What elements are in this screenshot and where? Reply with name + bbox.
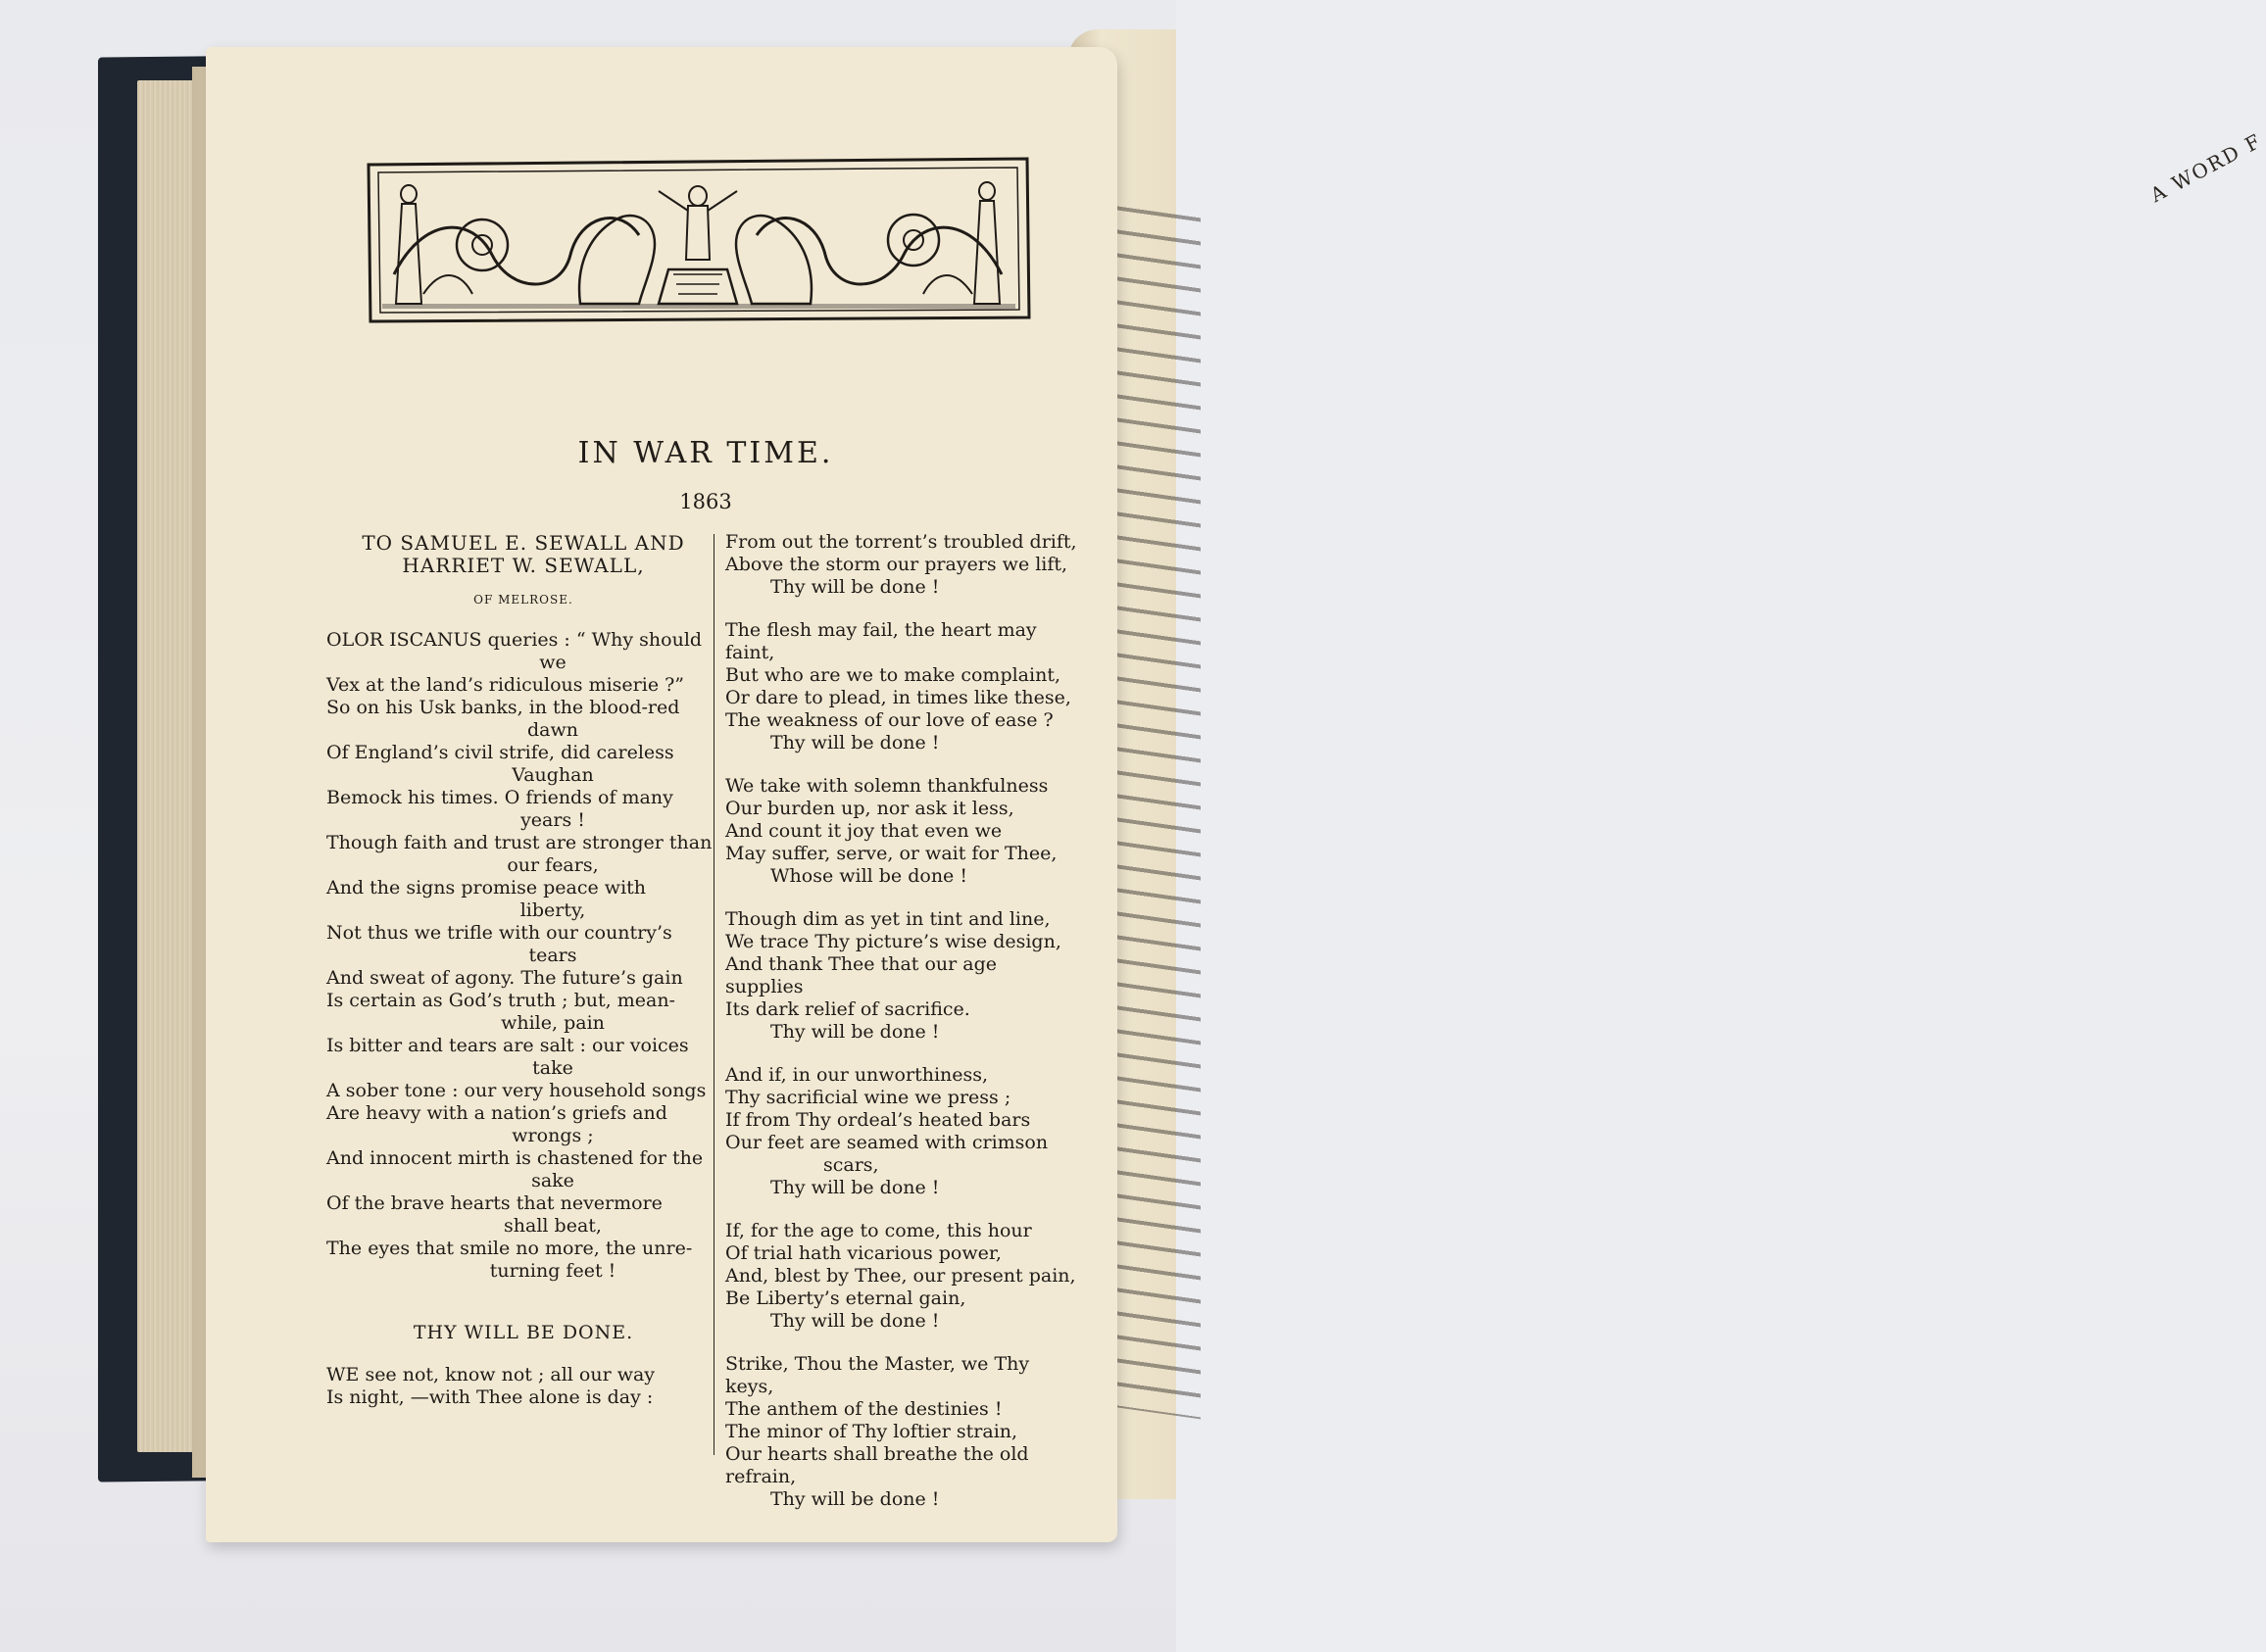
poem-line: liberty, — [519, 899, 586, 921]
dedication — [326, 532, 720, 577]
stanza-line: The weakness of our love of ease ? — [725, 709, 1054, 731]
stanza-line: Our feet are seamed with crimson — [725, 1132, 1049, 1153]
stanza-refrain: Thy will be done ! — [770, 732, 940, 753]
stanza-line: Be Liberty’s eternal gain, — [725, 1288, 966, 1309]
stanza-line: scars, — [823, 1154, 879, 1176]
poem-line: dawn — [527, 719, 578, 741]
stanza-line: We take with solemn thankfulness — [725, 775, 1049, 797]
poem-line: Though faith and trust are stronger than — [326, 832, 713, 853]
stanza — [725, 775, 1078, 888]
stanza-line: Thy sacrificial wine we press ; — [725, 1087, 1011, 1108]
stanza-line: The anthem of the destinies ! — [725, 1398, 1003, 1420]
dedication-subline: OF MELROSE. — [473, 593, 573, 607]
stanza-line: And count it joy that even we — [725, 820, 1003, 842]
poem-line: And the signs promise peace with — [326, 877, 647, 899]
stanza-line: Though dim as yet in tint and line, — [725, 908, 1051, 930]
poem-title: IN WAR TIME. — [577, 436, 834, 470]
stanza-refrain: Thy will be done ! — [770, 1488, 940, 1510]
poem-line: we — [539, 652, 566, 673]
poem-line: sake — [531, 1170, 574, 1191]
stanza — [725, 1353, 1078, 1511]
poem-line: take — [532, 1057, 573, 1079]
stanza-line: May suffer, serve, or wait for Thee, — [725, 843, 1058, 864]
poem-line: Of England’s civil strife, did careless — [326, 742, 674, 763]
poem-line: The eyes that smile no more, the unre- — [326, 1238, 693, 1259]
poem-year: 1863 — [679, 490, 732, 513]
poem-line: Not thus we trifle with our country’s — [326, 922, 672, 944]
stanza-line: From out the torrent’s troubled drift, — [725, 531, 1077, 553]
stanza-line: If, for the age to come, this hour — [725, 1220, 1032, 1241]
stanza-line: And thank Thee that our age supplies — [725, 953, 997, 997]
poem-line: And sweat of agony. The future’s gain — [326, 967, 683, 989]
stanza-line: Of trial hath vicarious power, — [725, 1242, 1002, 1264]
poem-line: WE see not, know not ; all our way — [326, 1364, 656, 1385]
stanza-line: The minor of Thy loftier strain, — [725, 1421, 1018, 1442]
poem-line: Is certain as God’s truth ; but, mean- — [326, 990, 675, 1011]
stanza — [725, 619, 1078, 754]
poem-line: turning feet ! — [489, 1260, 616, 1282]
stanza-line: But who are we to make complaint, — [725, 664, 1060, 686]
poem-line: our fears, — [507, 854, 599, 876]
poem-line: A sober tone : our very household songs — [326, 1080, 707, 1101]
stanza-line: Strike, Thou the Master, we Thy keys, — [725, 1353, 1030, 1397]
right-column — [725, 531, 1078, 1531]
stanza-refrain: Thy will be done ! — [770, 1310, 940, 1332]
stanza-line: The flesh may fail, the heart may faint, — [725, 619, 1037, 663]
stanza-line: Its dark relief of sacrifice. — [725, 998, 970, 1020]
poem-line: Vex at the land’s ridiculous miserie ?” — [326, 674, 685, 696]
stanza-refrain: Whose will be done ! — [770, 865, 967, 887]
poem-line: while, pain — [501, 1012, 605, 1034]
poem-line: Vaughan — [512, 764, 594, 786]
stanza — [725, 531, 1078, 599]
stanza-refrain: Thy will be done ! — [770, 1177, 940, 1198]
poem-line: shall beat, — [504, 1215, 602, 1237]
poem-line: Is night, —with Thee alone is day : — [326, 1386, 654, 1408]
poem-line: Is bitter and tears are salt : our voices — [326, 1035, 689, 1056]
poem-line: So on his Usk banks, in the blood-red — [326, 697, 680, 718]
dedication-line: TO SAMUEL E. SEWALL AND — [362, 531, 685, 555]
stanza-line: And if, in our unworthiness, — [725, 1064, 989, 1086]
section-title: THY WILL BE DONE. — [413, 1322, 634, 1343]
stanza-line: Our burden up, nor ask it less, — [725, 798, 1014, 819]
poem-line: OLOR ISCANUS queries : “ Why should — [326, 629, 703, 651]
poem-line: tears — [528, 945, 577, 966]
stanza-line: Our hearts shall breathe the old refrain, — [725, 1443, 1029, 1487]
dedication-line: HARRIET W. SEWALL, — [402, 554, 645, 577]
stanza-line: If from Thy ordeal’s heated bars — [725, 1109, 1031, 1131]
poem-line: Of the brave hearts that nevermore — [326, 1192, 663, 1214]
ornamental-headpiece — [365, 157, 1031, 323]
poem-line: And innocent mirth is chastened for the — [326, 1147, 704, 1169]
poem-line: wrongs ; — [512, 1125, 594, 1146]
stanza-refrain: Thy will be done ! — [770, 576, 940, 598]
poem-line: Are heavy with a nation’s griefs and — [326, 1102, 667, 1124]
prefatory-poem — [326, 629, 720, 1283]
poem-line: Bemock his times. O friends of many — [326, 787, 673, 808]
next-page-header: A WORD F — [2146, 128, 2266, 208]
stanza — [725, 1064, 1078, 1199]
stanza-line: Or dare to plead, in times like these, — [725, 687, 1071, 708]
stanza-line: Above the storm our prayers we lift, — [725, 554, 1068, 575]
section-opening — [326, 1364, 720, 1409]
stanza — [725, 1220, 1078, 1333]
stanza — [725, 908, 1078, 1044]
stanza-line: We trace Thy picture’s wise design, — [725, 931, 1061, 952]
poem-line: years ! — [520, 809, 585, 831]
stanza-refrain: Thy will be done ! — [770, 1021, 940, 1043]
left-column — [326, 532, 720, 1409]
stanza-line: And, blest by Thee, our present pain, — [725, 1265, 1076, 1287]
